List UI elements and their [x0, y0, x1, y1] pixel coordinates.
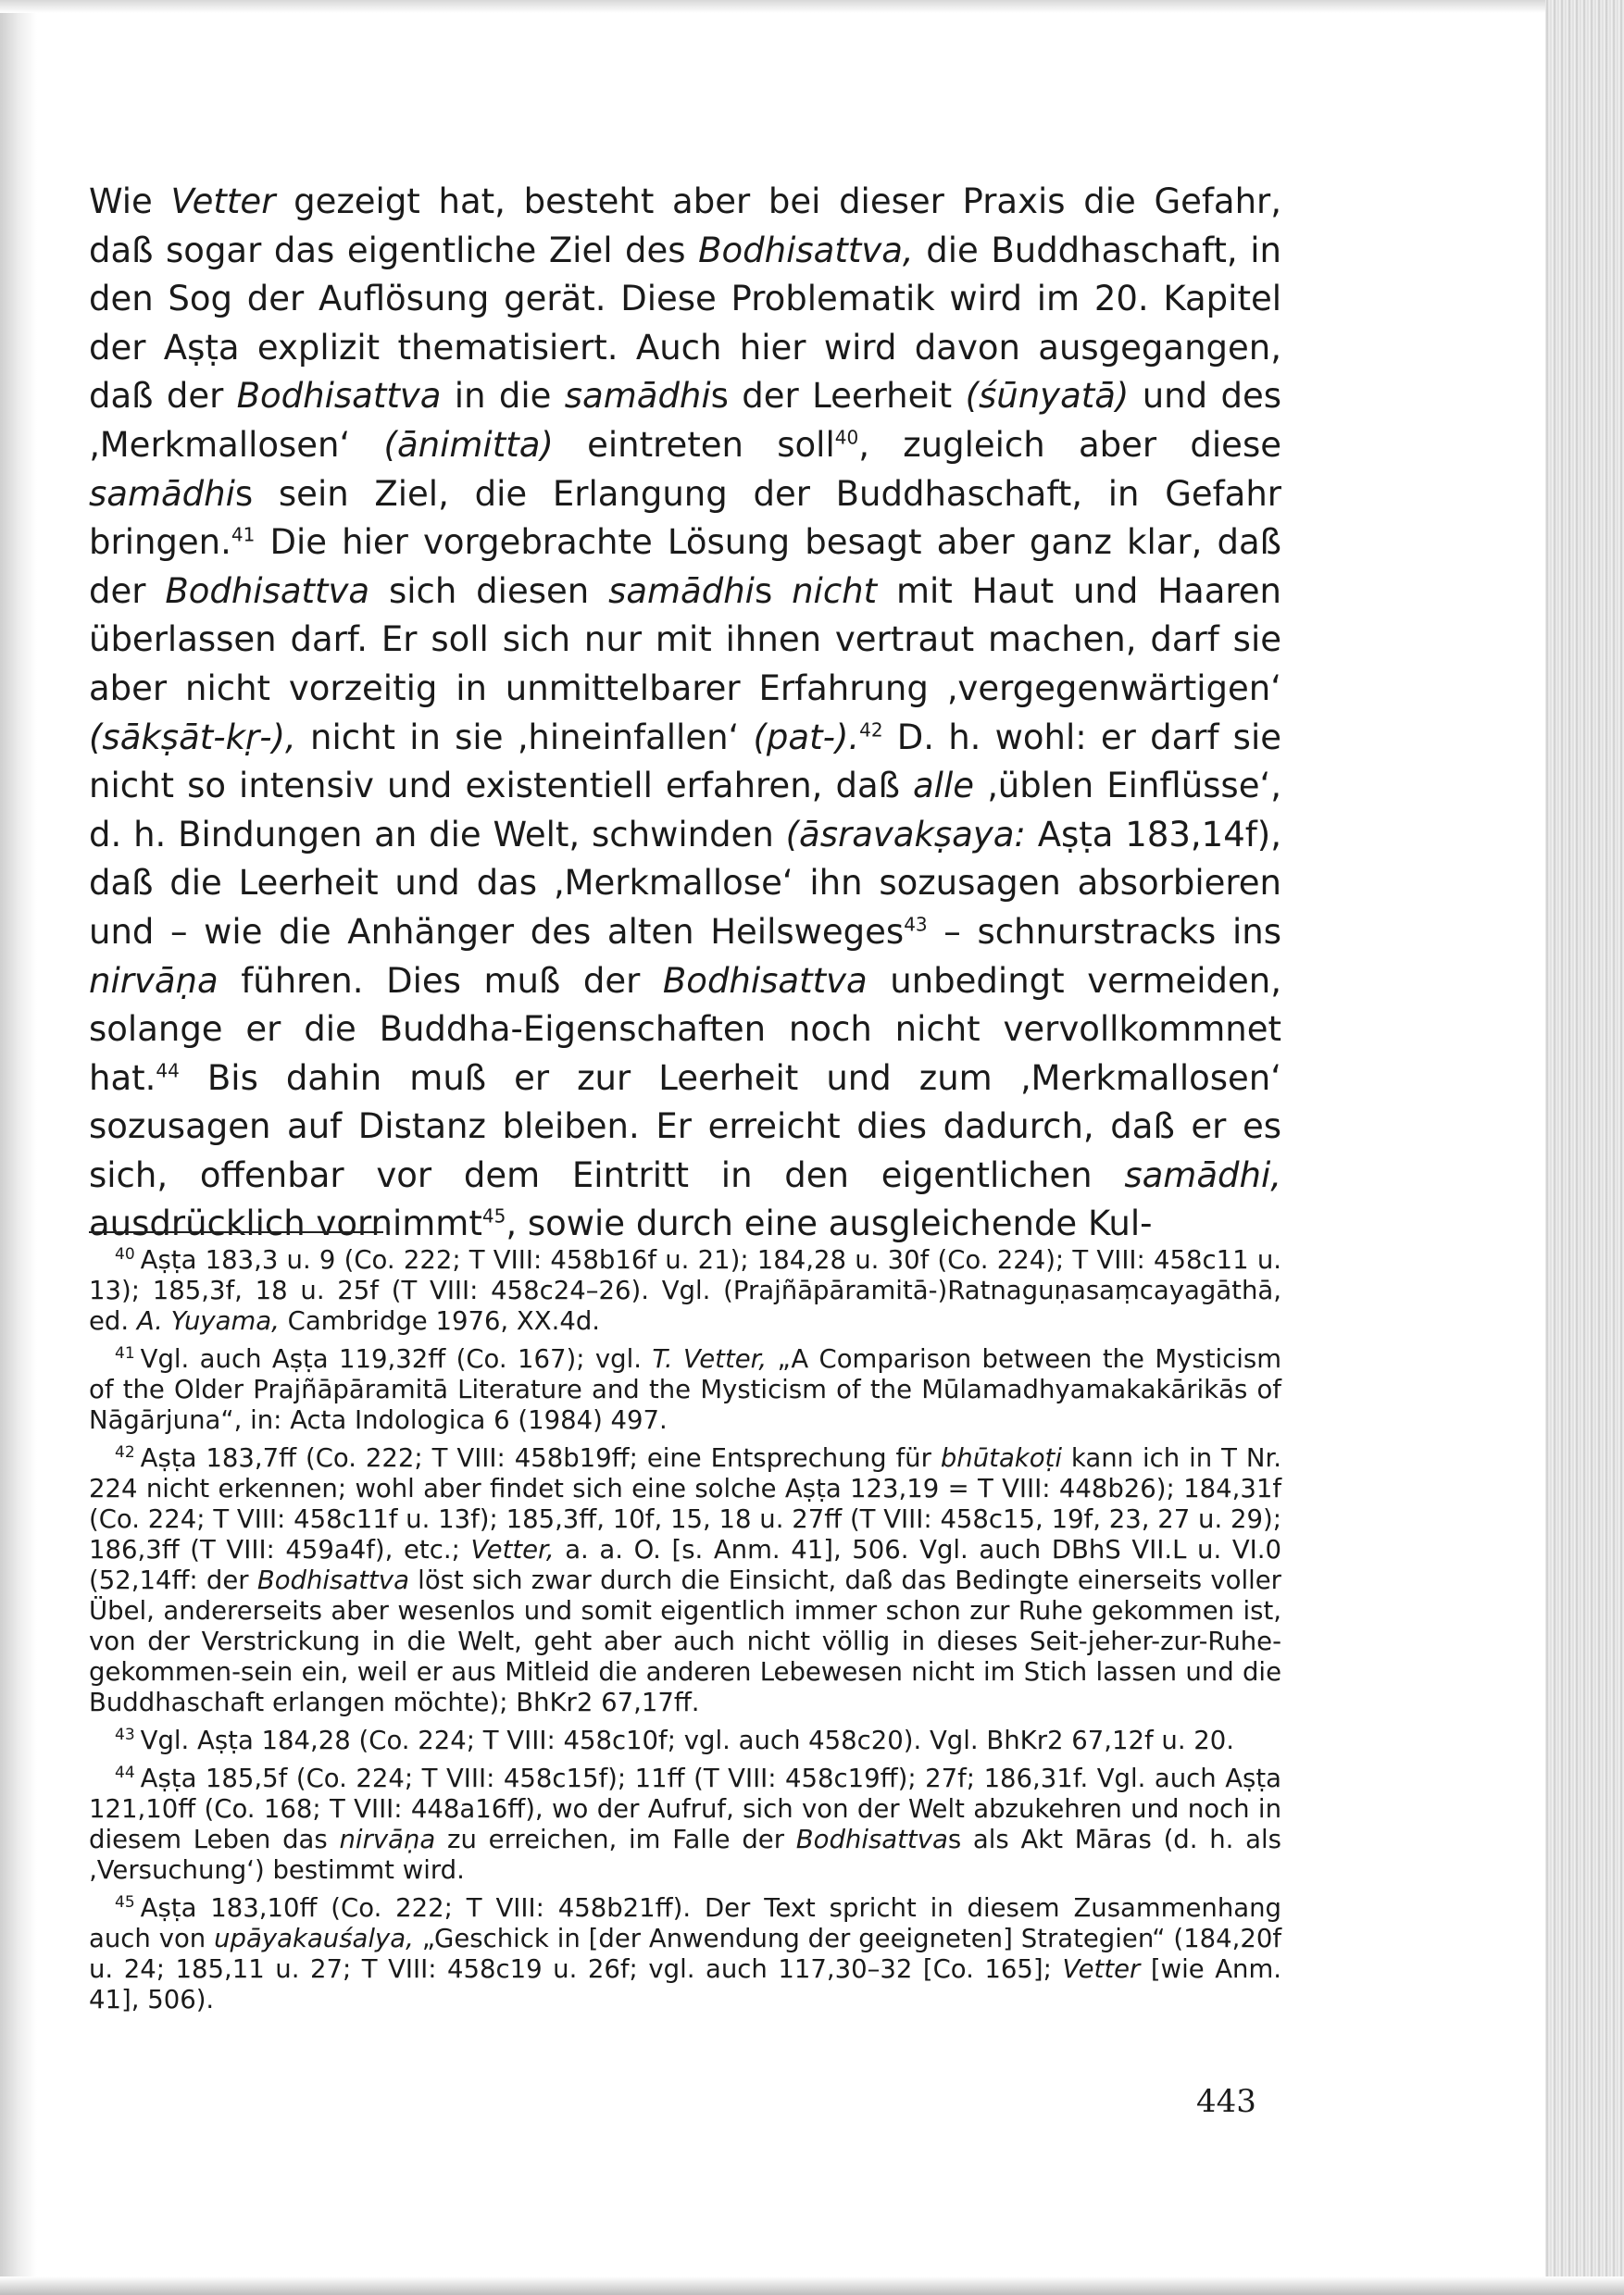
footnote-number: 44 — [115, 1763, 135, 1782]
italic-term: nirvāṇa — [89, 960, 219, 1001]
italic-term: samādhi — [608, 570, 755, 611]
text-run: „Geschick in [der Anwendung der geeigneten] Strategien“ (184,20f u. 24; 185,11 u. 27; T VIII: 458c19 u. 26f; vgl. auch 117,30–32 [Co. 165]; — [89, 1924, 1281, 1984]
text-run: zu erreichen, im Falle der — [435, 1825, 796, 1854]
text-run: mit Haut und Haaren überlassen darf. Er soll sich nur mit ihnen vertraut machen, darf sie aber nicht vorzeitig in unmittelbarer Erfahrung ‚vergegenwärtigen‘ — [89, 570, 1282, 708]
italic-term: samādhi, — [1124, 1154, 1281, 1195]
footnote-ref: 43 — [904, 913, 928, 936]
footnote-separator — [89, 1231, 383, 1233]
italic-term: Bodhisattva — [795, 1825, 948, 1854]
page-bottom-shadow — [0, 2276, 1624, 2295]
italic-term: Bodhisattva — [256, 1565, 409, 1595]
text-run: und des ‚Merkmallosen‘ — [89, 376, 1282, 465]
italic-term: alle — [912, 766, 974, 806]
footnote-45 — [89, 1893, 1281, 2015]
text-run: ausdrücklich vornimmt — [89, 1204, 482, 1244]
italic-term: nirvāṇa — [339, 1825, 436, 1854]
text-run: Aṣṭa 183,14f), daß die Leerheit und das ‚Merkmallose‘ ihn sozusagen absorbieren und – wie die Anhänger des alten Heilsweges — [89, 814, 1281, 952]
text-run: Aṣṭa 183,3 u. 9 (Co. 222; T VIII: 458b16f u. 21); 184,28 u. 30f (Co. 224); T VIII: 458c11 u. 13); 185,3f, 18 u. 25f (T VIII: 458c24–26). Vgl. (Prajñāpāramitā-)Ratnaguṇasaṃcayagāthā, ed. — [89, 1245, 1281, 1336]
italic-term: Bodhisattva — [236, 376, 442, 417]
text-run: , zugleich aber diese — [858, 424, 1281, 465]
text-run: gezeigt hat, besteht aber bei dieser Praxis die Gefahr, daß sogar das eigentliche Ziel des — [89, 181, 1282, 270]
italic-term: upāyakauśalya, — [214, 1924, 414, 1953]
italic-term: samādhi — [564, 376, 711, 417]
page-top-shadow — [0, 0, 1624, 13]
footnote-number: 41 — [115, 1343, 135, 1363]
page-number: 443 — [1196, 2083, 1256, 2120]
text-run: die Buddhaschaft, in den Sog der Auflösung gerät. Diese Problematik wird im 20. Kapitel der Aṣṭa explizit thematisiert. Auch hier wird davon ausgegangen, daß der — [89, 230, 1281, 417]
italic-term: (ānimitta) — [383, 424, 554, 465]
text-run: s der Leerheit — [710, 376, 966, 417]
book-page-edges — [1545, 0, 1624, 2295]
footnote-44 — [89, 1764, 1281, 1886]
italic-term: nicht — [792, 570, 878, 611]
italic-term: Bodhisattva — [662, 960, 868, 1001]
main-paragraph — [89, 178, 1281, 1249]
italic-term: (śūnyatā) — [965, 376, 1130, 417]
footnote-ref: 42 — [859, 718, 883, 742]
text-run: Aṣṭa 185,5f (Co. 224; T VIII: 458c15f); 11ff (T VIII: 458c19ff); 27f; 186,31f. Vgl. auch Aṣṭa 121,10ff (Co. 168; T VIII: 448a16ff), wo der Aufruf, sich von der Welt abzukehren und noch in diesem Leben das — [89, 1764, 1281, 1854]
footnote-40 — [89, 1245, 1281, 1337]
italic-term: Bodhisattva, — [698, 230, 914, 270]
text-run: Wie — [89, 181, 171, 221]
footnote-ref: 40 — [834, 426, 859, 449]
text-run: kann ich in T Nr. 224 nicht erkennen; wohl aber findet sich eine solche Aṣṭa 123,19 = T VIII: 448b26); 184,31f (Co. 224; T VIII: 458c11f u. 13f); 185,3ff, 10f, 15, 18 u. 27ff (T VIII: 458c15, 19f, 23, 27 u. 29); 186,3ff (T VIII: 459a4f), etc.; — [89, 1443, 1281, 1565]
text-run: löst sich zwar durch die Einsicht, daß das Bedingte einerseits voller Übel, andererseits aber wesenlos und somit eigentlich immer schon zur Ruhe gekommen ist, von der Verstrickung in die Welt, geht aber auch nicht völlig in dieses Seit-jeher-zur-Ruhe-gekommen-sein ein, weil er aus Mitleid die anderen Lebewesen nicht im Stich lassen und die Buddhaschaft erlangen möchte); BhKr2 67,17ff. — [89, 1565, 1281, 1717]
italic-term: samādhi — [89, 473, 235, 514]
text-run: Bis dahin muß er zur Leerheit und zum ‚Merkmallosen‘ sozusagen auf Distanz bleiben. Er erreicht dies dadurch, daß er es sich, offenbar vor dem Eintritt in den eigentlichen — [89, 1057, 1281, 1195]
text-run: Vgl. Aṣṭa 184,28 (Co. 224; T VIII: 458c10f; vgl. auch 458c20). Vgl. BhKr2 67,12f u. 20. — [140, 1726, 1235, 1755]
text-run: nicht in sie ‚hineinfallen‘ — [295, 717, 754, 757]
text-run: s — [754, 570, 793, 611]
footnote-ref: 41 — [231, 523, 256, 546]
italic-term: A. Yuyama, — [136, 1306, 280, 1336]
footnote-number: 40 — [115, 1244, 135, 1264]
italic-term: (pat-). — [753, 717, 860, 757]
footnote-number: 42 — [115, 1442, 135, 1462]
italic-term: (sākṣāt-kṛ-), — [89, 717, 296, 757]
text-run: s als Akt Māras (d. h. als ‚Versuchung‘) bestimmt wird. — [89, 1825, 1281, 1885]
italic-term: Bodhisattva — [165, 570, 370, 611]
text-run: in die — [441, 376, 565, 417]
text-run: Die hier vorgebrachte Lösung besagt aber ganz klar, daß der — [89, 522, 1281, 611]
footnote-ref: 45 — [481, 1205, 506, 1229]
text-run: ‚üblen Einflüsse‘, d. h. Bindungen an die Welt, schwinden — [89, 766, 1281, 854]
italic-term: bhūtakoṭi — [940, 1443, 1062, 1473]
text-run: – schnurstracks ins — [927, 911, 1281, 952]
footnotes-section — [89, 1245, 1281, 2023]
text-run: Vgl. auch Aṣṭa 119,32ff (Co. 167); vgl. — [140, 1344, 653, 1374]
text-run: Cambridge 1976, XX.4d. — [279, 1306, 601, 1336]
text-run: unbedingt vermeiden, solange er die Buddha-Eigenschaften noch nicht vervollkommnet hat. — [89, 960, 1281, 1098]
footnote-43 — [89, 1726, 1281, 1756]
text-run: [wie Anm. 41], 506). — [89, 1954, 1281, 2014]
footnote-ref: 44 — [156, 1059, 180, 1082]
text-run: eintreten soll — [553, 424, 835, 465]
footnote-number: 45 — [115, 1892, 135, 1912]
text-run: D. h. wohl: er darf sie nicht so intensiv und existentiell erfahren, daß — [89, 717, 1281, 806]
main-text-block — [89, 178, 1281, 1249]
italic-term: Vetter — [170, 181, 276, 221]
text-run: s sein Ziel, die Erlangung der Buddhaschaft, in Gefahr bringen. — [89, 473, 1281, 563]
footnote-41 — [89, 1344, 1281, 1436]
text-run: führen. Dies muß der — [218, 960, 663, 1001]
italic-term: (āsravakṣaya: — [785, 814, 1026, 854]
footnote-number: 43 — [115, 1725, 135, 1744]
italic-term: T. Vetter, — [652, 1344, 768, 1374]
text-run: Aṣṭa 183,10ff (Co. 222; T VIII: 458b21ff). Der Text spricht in diesem Zusammenhang auch von — [89, 1893, 1281, 1953]
page-left-shadow — [0, 0, 37, 2295]
italic-term: Vetter — [1062, 1954, 1141, 1984]
text-run: a. a. O. [s. Anm. 41], 506. Vgl. auch DBhS VII.L u. VI.0 (52,14ff: der — [89, 1535, 1281, 1595]
text-run: „A Comparison between the Mysticism of the Older Prajñāpāramitā Literature and the Mysticism of the Mūlamadhyamakakārikās of Nāgārjuna“, in: Acta Indologica 6 (1984) 497. — [89, 1344, 1281, 1435]
italic-term: Vetter, — [470, 1535, 555, 1565]
footnote-42 — [89, 1443, 1281, 1718]
text-run: Aṣṭa 183,7ff (Co. 222; T VIII: 458b19ff; eine Entsprechung für — [140, 1443, 941, 1473]
text-run: , sowie durch eine ausgleichende Kul- — [506, 1204, 1153, 1244]
text-run: sich diesen — [369, 570, 609, 611]
